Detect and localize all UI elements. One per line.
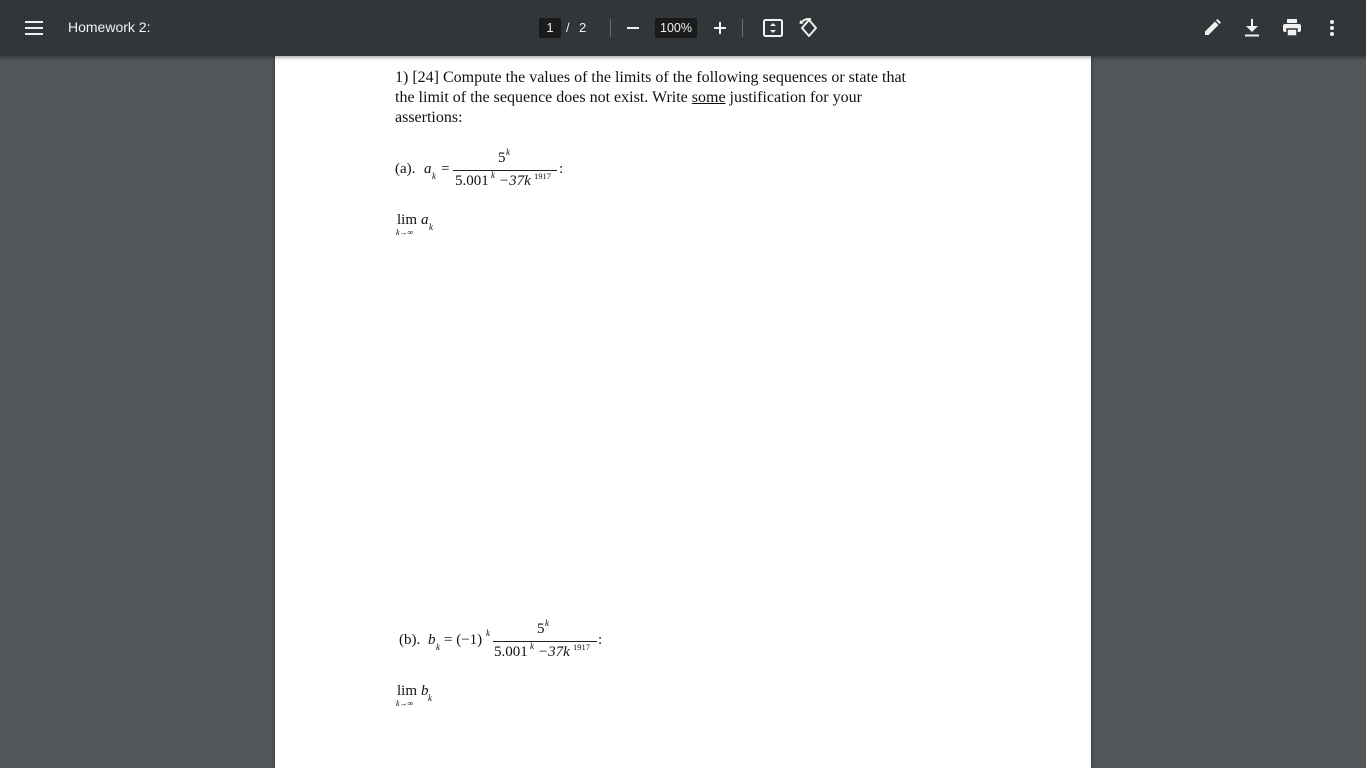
part-b-numerator: 5 bbox=[537, 621, 545, 637]
document-title: Homework 2: bbox=[68, 19, 151, 35]
part-b-limit: lim bbox=[397, 683, 418, 699]
intro-line-2: the limit of the sequence does not exist. Write some justification for your bbox=[395, 89, 862, 106]
zoom-level-input[interactable]: 100% bbox=[655, 18, 697, 38]
print-icon[interactable] bbox=[1276, 12, 1308, 44]
part-b-label: (b). bbox=[399, 632, 421, 648]
more-vert-icon[interactable] bbox=[1316, 12, 1348, 44]
download-icon[interactable] bbox=[1236, 12, 1268, 44]
part-a-limit: lim bbox=[397, 212, 418, 228]
toolbar-divider bbox=[742, 19, 743, 37]
part-a-denominator: 5.001 bbox=[455, 173, 489, 189]
part-a-var: a bbox=[424, 161, 432, 177]
fit-page-icon[interactable] bbox=[757, 12, 789, 44]
intro-line-1: 1) [24] Compute the values of the limits of the following sequences or state that bbox=[395, 69, 906, 86]
page-number-input[interactable]: 1 bbox=[539, 18, 561, 38]
part-a-numerator: 5 bbox=[498, 150, 506, 166]
intro-line-3: assertions: bbox=[395, 109, 463, 126]
pdf-toolbar bbox=[0, 0, 1366, 56]
rotate-icon[interactable] bbox=[793, 12, 825, 44]
page-separator: / bbox=[566, 20, 570, 35]
zoom-in-icon[interactable] bbox=[704, 12, 736, 44]
page-total: 2 bbox=[579, 20, 587, 35]
zoom-out-icon[interactable] bbox=[617, 12, 649, 44]
part-a-label: (a). bbox=[395, 161, 416, 177]
hamburger-menu-icon[interactable] bbox=[18, 12, 50, 44]
part-b-var: b bbox=[428, 632, 436, 648]
part-b-denominator: 5.001 bbox=[494, 644, 528, 660]
problem-statement bbox=[395, 68, 975, 128]
pdf-page: 1) [24] Compute the values of the limits of the following sequences or state that the limit of the sequence does not exist. Write some justification for your assertions: (a). a k = 5 k 5.001 k −37k 1917 : lim a k k→∞ (b). b k = (−1) k 5 k 5.001 k −37k 1917 : lim b k k→∞ bbox=[275, 56, 1091, 768]
toolbar-divider bbox=[610, 19, 611, 37]
annotate-pen-icon[interactable] bbox=[1196, 12, 1228, 44]
